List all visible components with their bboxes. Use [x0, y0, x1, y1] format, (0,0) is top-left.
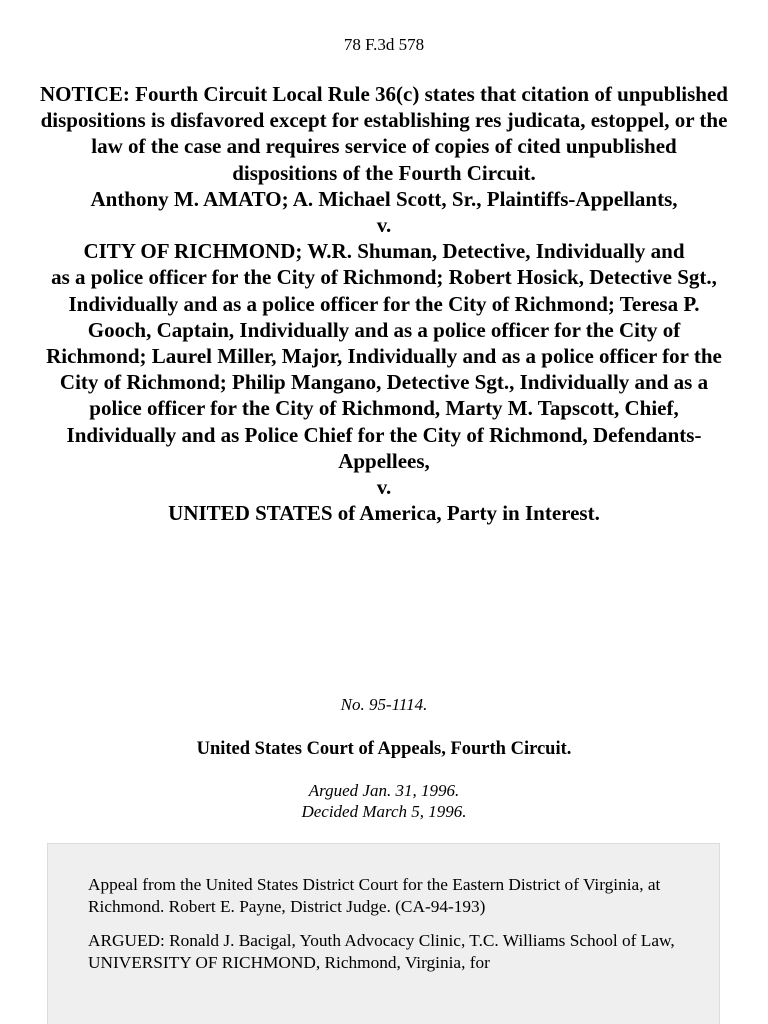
decision-dates	[0, 780, 768, 822]
decided-date: Decided March 5, 1996.	[301, 802, 467, 821]
appeal-paragraph: Appeal from the United States District Court for the Eastern District of Virginia, at Richmond. Robert E. Payne, District Judge. (CA-94-193)	[88, 875, 661, 916]
versus-separator: v.	[376, 475, 392, 500]
case-caption	[40, 81, 728, 526]
appellants-text: Anthony M. AMATO; A. Michael Scott, Sr., Plaintiffs-Appellants,	[90, 186, 678, 211]
appellees-text: as a police officer for the City of Richmond; Robert Hosick, Detective Sgt., Individually and as a police officer for the City of Richmond; Teresa P. Gooch, Captain, Individually and as a police officer for the City of Richmond; Laurel Miller, Major, Individually and as a police officer for the City of Richmond; Philip Mangano, Detective Sgt., Individually and as a police officer for the City of Richmond, Marty M. Tapscott, Chief, Individually and as Police Chief for the City of Richmond, Defendants-Appellees,	[46, 265, 722, 473]
synopsis-panel	[47, 843, 720, 1024]
court-name: United States Court of Appeals, Fourth Circuit.	[196, 739, 572, 759]
argued-date: Argued Jan. 31, 1996.	[308, 781, 460, 800]
notice-text: NOTICE: Fourth Circuit Local Rule 36(c) states that citation of unpublished dispositions is disfavored except for establishing res judicata, estoppel, or the law of the case and requires service of copies of cited unpublished dispositions of the Fourth Circuit.	[40, 82, 728, 185]
reporter-citation: 78 F.3d 578	[343, 35, 425, 54]
party-in-interest: UNITED STATES of America, Party in Interest.	[168, 501, 600, 526]
docket-number: No. 95-1114.	[340, 695, 428, 714]
versus-separator: v.	[376, 213, 392, 238]
appellees-heading: CITY OF RICHMOND; W.R. Shuman, Detective, Individually and	[83, 239, 685, 264]
argued-paragraph: ARGUED: Ronald J. Bacigal, Youth Advocacy Clinic, T.C. Williams School of Law, UNIVERSITY OF RICHMOND, Richmond, Virginia, for	[88, 931, 675, 972]
